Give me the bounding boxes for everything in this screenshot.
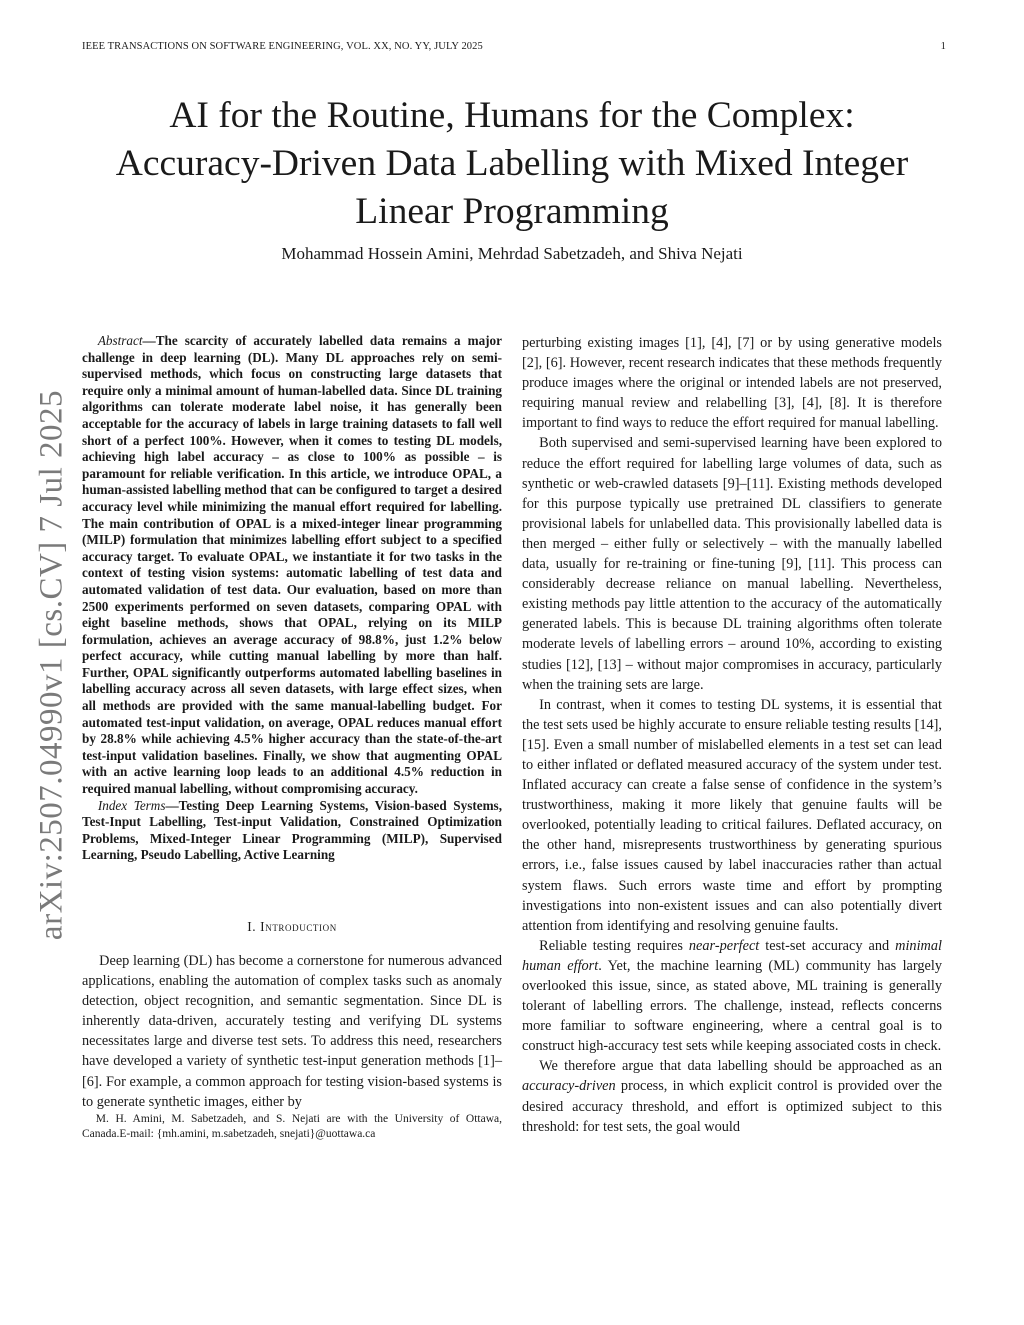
title-line-2: Accuracy-Driven Data Labelling with Mixed Integer [115, 143, 909, 184]
page-number: 1 [940, 41, 946, 52]
section-title: Introduction [260, 919, 337, 934]
title-line-1: AI for the Routine, Humans for the Complex: [169, 95, 855, 136]
body-paragraph-2: Both supervised and semi-supervised learning have been explored to reduce the effort required for labelling large volumes of data, such as synthetic or web-crawled datasets [9]–[11]. Existing methods developed for this purpose typically use pretrained DL classifiers to generate provisional labels for unlabelled data. This provisionally labelled data is then merged – either fully or selectively – with the manually labelled data, usually for re-training or fine-tuning [9], [11]. This process can considerably decrease reliance on manual labelling. Nevertheless, existing methods pay little attention to the accuracy of the automatically generated labels. This is because DL training algorithms often tolerate moderate levels of labelling errors – around 10%, according to existing studies [12], [13] – without major compromises in accuracy, particularly when the training sets are large. [522, 435, 942, 693]
body-paragraph-3: In contrast, when it comes to testing DL systems, it is essential that the test sets used be highly accurate to ensure reliable testing results [14], [15]. Even a small number of mislabelled elements in a test set can lead to either inflated or deflated measured accuracy of the system under test. Inflated accuracy can create a false sense of confidence in the system’s trustworthiness, making it more likely that genuine faults will be overlooked, potentially leading to critical failures. Deflated accuracy, on the other hand, misrepresents trustworthiness by generating spurious errors, i.e., false issues caused by label inaccuracies rather than actual system flaws. Such errors waste time and effort by prompting investigations into non-existent issues and can also potentially divert attention from identifying and resolving genuine faults. [522, 696, 942, 934]
section-number: I. [247, 919, 257, 934]
running-header [82, 41, 946, 59]
body-paragraph-1: perturbing existing images [1], [4], [7] or by using generative models [2], [6]. However, recent research indicates that these methods frequently produce images where the original or intended labels are not preserved, requiring manual review and relabelling [3], [4], [8]. It is therefore important to find ways to reduce the effort required for manual labelling. [522, 335, 942, 432]
p5-emphasis-accuracy-driven: accuracy-driven [522, 1078, 616, 1095]
paper-title [60, 92, 964, 236]
abstract-label: Abstract [97, 333, 143, 348]
body-paragraph-5 [522, 1056, 942, 1136]
p4-emphasis-minimal-effort: minimal human effort [522, 937, 942, 974]
abstract-text: —The scarcity of accurately labelled data remains a major challenge in deep learning (DL). Many DL approaches rely on semi-supervised methods, which focus on constructing large datasets that require only a minimal amount of human-labelled data. Since DL training algorithms can tolerate moderate label noise, it has generally been acceptable for the accuracy of labels in large training datasets to fall well short of a perfect 100%. However, when it comes to testing DL models, achieving high label accuracy – as close to 100% as possible – is paramount for reliable verification. In this article, we introduce OPAL, a human-assisted labelling method that can be configured to target a desired accuracy level while minimizing the manual effort required for labelling. The main contribution of OPAL is a mixed-integer linear programming (MILP) formulation that minimizes labelling effort subject to a specified accuracy target. To evaluate OPAL, we instantiate it for two tasks in the context of testing vision systems: automatic labelling of test data and automated validation of test data. Our evaluation, based on more than 2500 experiments performed on seven datasets, comparing OPAL with eight baseline methods, shows that OPAL, relying on its MILP formulation, achieves an average accuracy of 98.8%, just 1.2% below perfect accuracy, while cutting manual labelling by more than half. Further, OPAL significantly outperforms automated labelling baselines in labelling accuracy across all seven datasets, with large effect sizes, when all methods are provided with the same manual-labelling budget. For automated test-input validation, on average, OPAL reduces manual effort by 28.8% while achieving 4.5% higher accuracy than the state-of-the-art test-input validation baselines. Finally, we show that augmenting OPAL with an active learning loop leads to an additional 4.5% reduction in required manual labelling, without compromising accuracy. [82, 333, 502, 797]
author-affiliation-footnote: M. H. Amini, M. Sabetzadeh, and S. Nejati are with the University of Ottawa, Canada.E-mail: {mh.amini, m.sabetzadeh, snejati}@uottawa.ca [82, 1112, 502, 1141]
body-paragraph-4 [522, 936, 942, 1057]
index-terms-text: —Testing Deep Learning Systems, Vision-based Systems, Test-Input Labelling, Test-input Validation, Constrained Optimization Problems, Mixed-Integer Linear Programming (MILP), Supervised Learning, Pseudo Labelling, Active Learning [82, 797, 502, 863]
index-terms [82, 798, 502, 864]
right-column [522, 333, 942, 1137]
left-column [82, 333, 502, 1143]
title-line-3: Linear Programming [355, 191, 669, 232]
author-list: Mohammad Hossein Amini, Mehrdad Sabetzadeh, and Shiva Nejati [281, 244, 743, 263]
p5-text-a: We therefore argue that data labelling should be approached as an [539, 1058, 942, 1075]
journal-info: IEEE TRANSACTIONS ON SOFTWARE ENGINEERING, VOL. XX, NO. YY, JULY 2025 [82, 41, 483, 52]
intro-paragraph: Deep learning (DL) has become a cornerstone for numerous advanced applications, enabling the automation of complex tasks such as anomaly detection, object recognition, and semantic segmentation. Since DL is inherently data-driven, accurately testing and verifying DL systems necessitates large and diverse test sets. To address this need, researchers have developed a variety of synthetic test-input generation methods [1]–[6]. For example, a common approach for testing vision-based systems is to generate synthetic images, either by [82, 953, 502, 1110]
section-heading-introduction [82, 917, 502, 937]
p5-text-b: process, in which explicit control is provided over the desired accuracy threshold, and effort is optimized subject to this threshold: for test sets, the goal would [522, 1078, 942, 1135]
index-terms-label: Index Terms [97, 797, 166, 813]
p4-emphasis-near-perfect: near-perfect [688, 937, 760, 954]
arxiv-identifier-stamp: arXiv:2507.04990v1 [cs.CV] 7 Jul 2025 [33, 389, 70, 941]
abstract [82, 333, 502, 798]
p4-text-b: test-set accuracy and [759, 937, 896, 954]
p4-text-a: Reliable testing requires [539, 937, 689, 954]
p4-text-c: . Yet, the machine learning (ML) community has largely overlooked this issue, since, as stated above, ML training is generally tolerant of labelling errors. The challenge, instead, reflects concerns more familiar to software engineering, where a central goal is to construct high-accuracy test sets while keeping associated costs in check. [522, 957, 943, 1055]
